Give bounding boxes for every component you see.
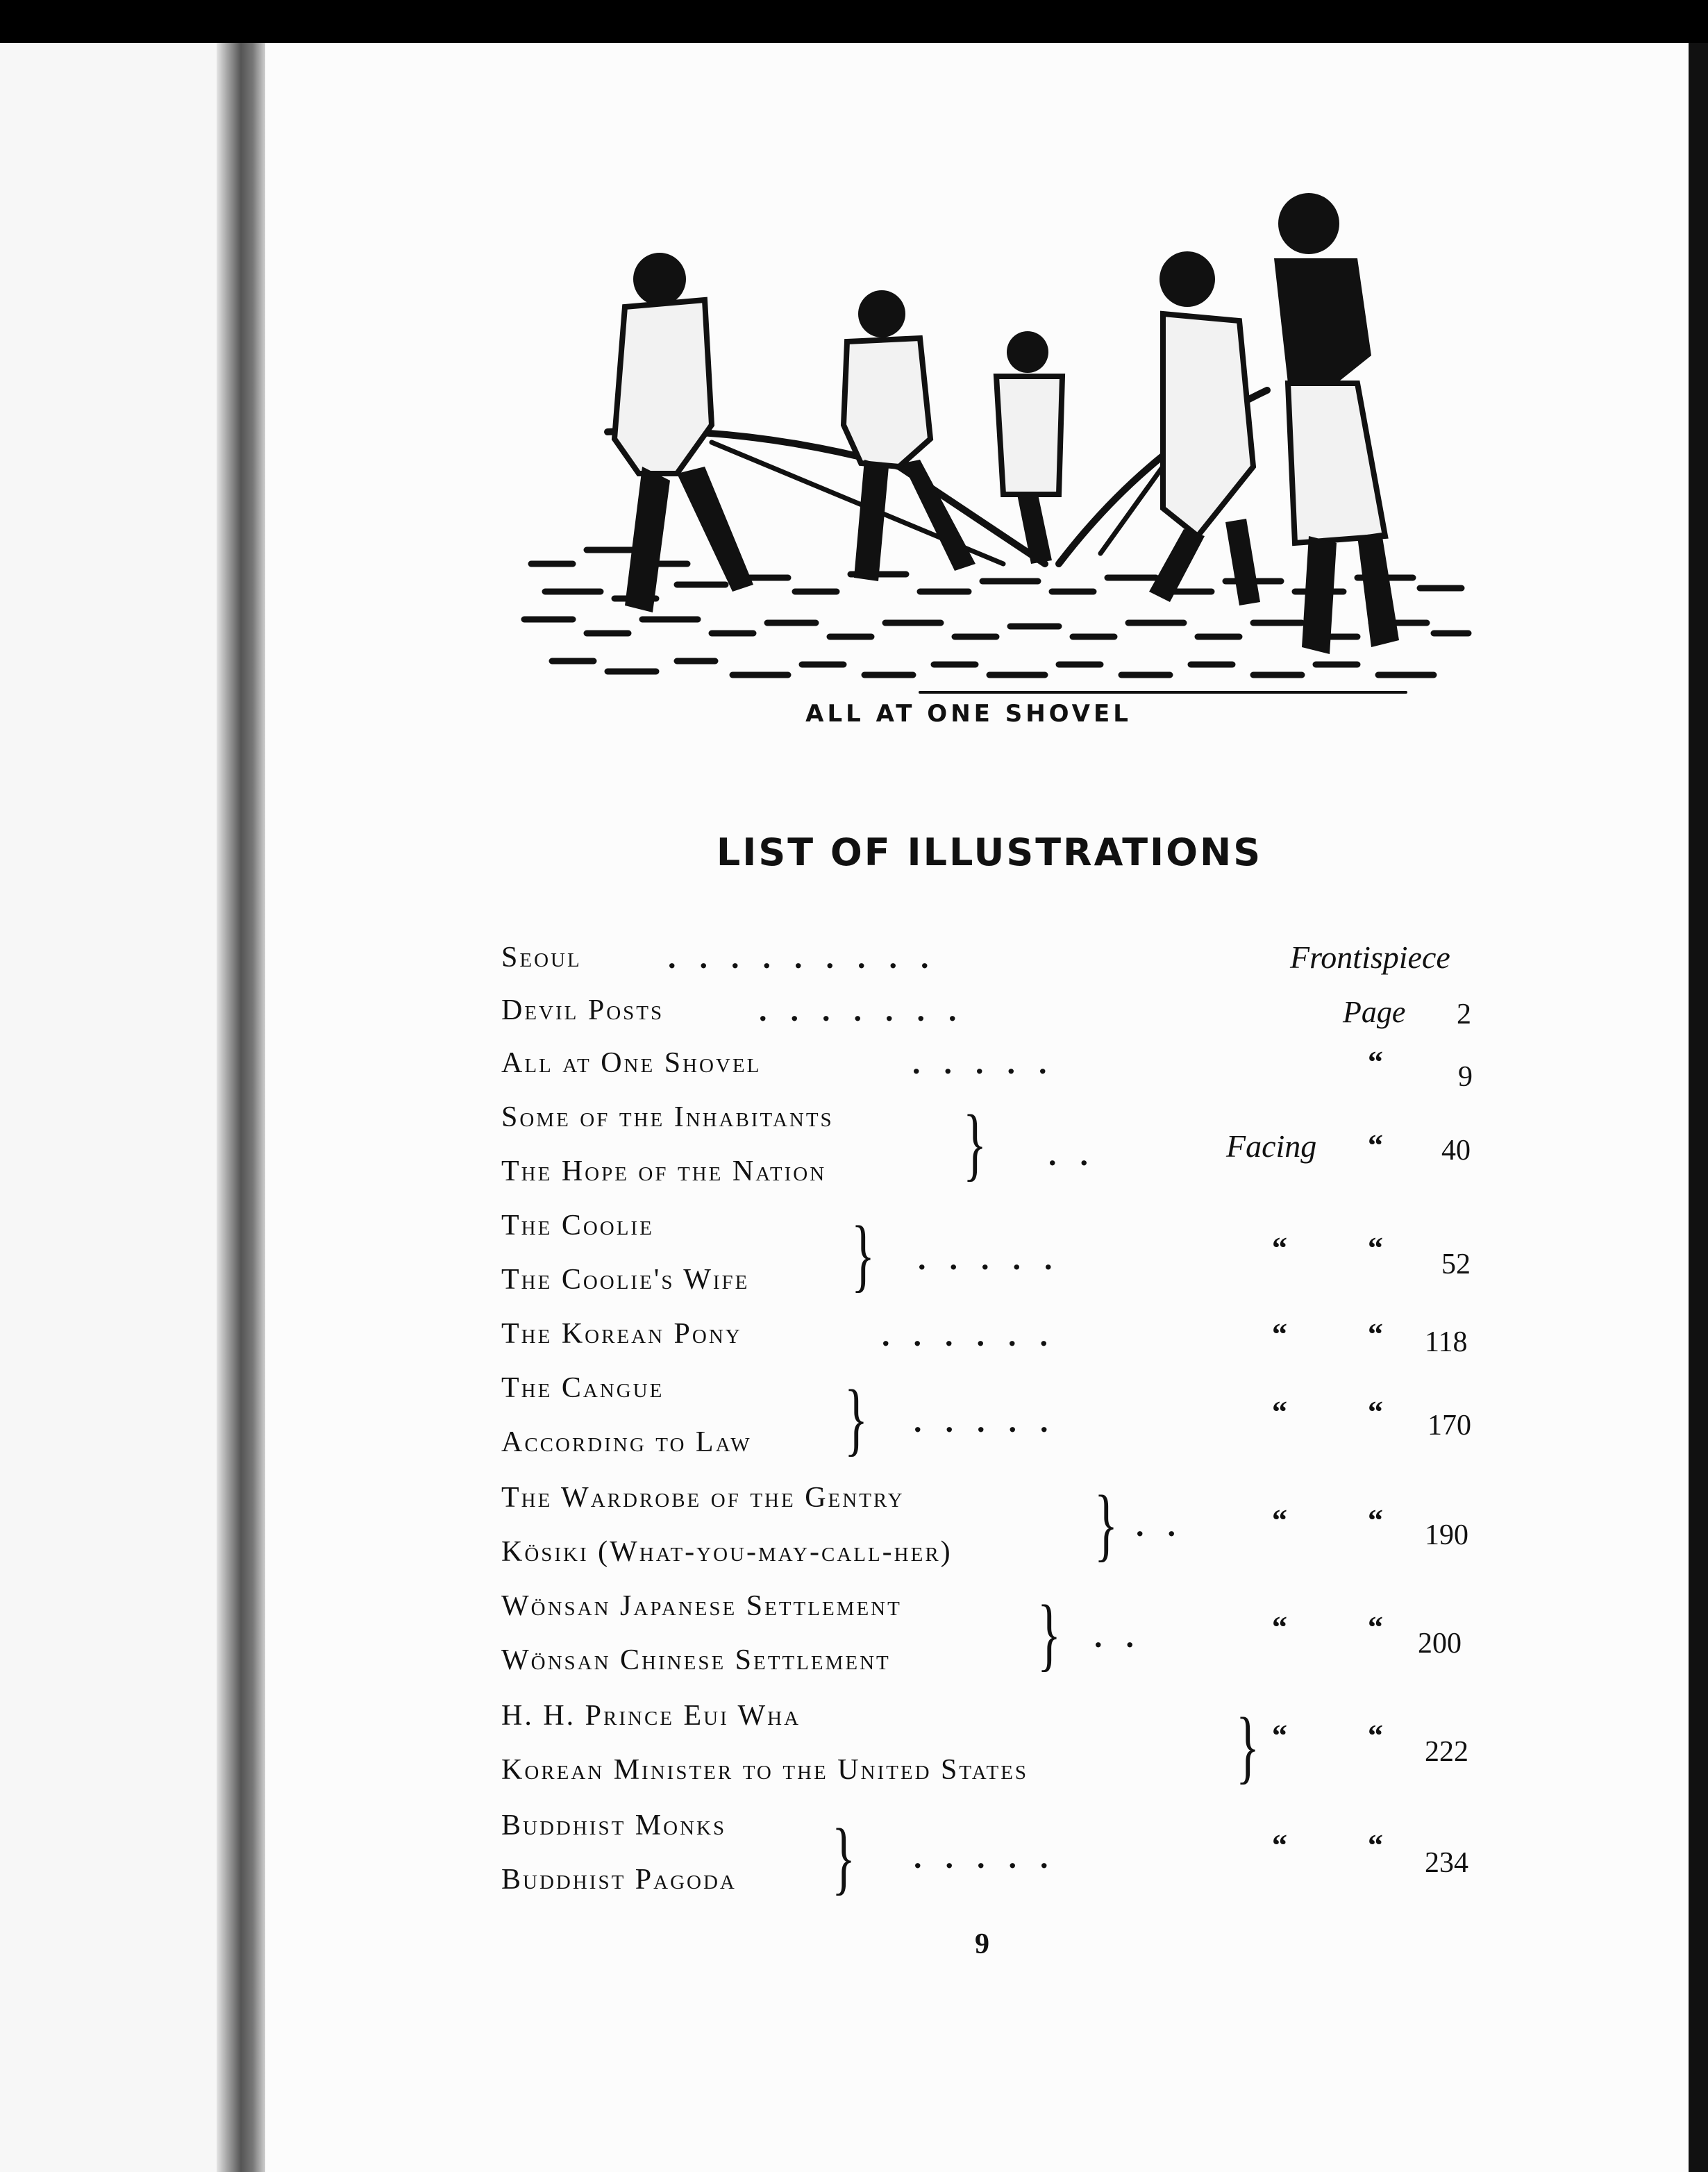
entry-page: 190 xyxy=(1425,1519,1468,1551)
laborers-shovel-illustration xyxy=(503,175,1482,703)
dot-leader: ..... xyxy=(914,1403,1072,1439)
dot-leader: ......... xyxy=(668,939,953,975)
entry-page: 52 xyxy=(1441,1248,1471,1280)
dot-leader: .. xyxy=(1048,1137,1112,1172)
ditto-mark: “ xyxy=(1368,1317,1383,1351)
ditto-mark: “ xyxy=(1272,1231,1287,1265)
dot-leader: .. xyxy=(1136,1507,1199,1543)
entry-title: Some of the Inhabitants xyxy=(501,1101,834,1133)
brace: } xyxy=(832,1812,855,1903)
ditto-mark: “ xyxy=(1368,1395,1383,1429)
brace: } xyxy=(1236,1701,1259,1791)
scan-border-right xyxy=(1689,43,1708,2172)
entry-title: Wönsan Japanese Settlement xyxy=(501,1590,902,1622)
entry-title: Buddhist Monks xyxy=(501,1810,727,1841)
ditto-mark: “ xyxy=(1368,1610,1383,1644)
page-number: 9 xyxy=(975,1928,989,1960)
entry-label: Frontispiece xyxy=(1290,939,1450,975)
brace: } xyxy=(963,1098,987,1189)
ditto-mark: “ xyxy=(1272,1395,1287,1429)
ditto-mark: “ xyxy=(1368,1828,1383,1862)
entry-title: Seoul xyxy=(501,942,582,974)
entry-title: The Korean Pony xyxy=(501,1318,742,1350)
illustration-caption: ALL AT ONE SHOVEL xyxy=(805,700,1132,728)
ditto-mark: “ xyxy=(1272,1317,1287,1351)
entry-title: According to Law xyxy=(501,1426,752,1458)
dot-leader: ..... xyxy=(914,1839,1072,1875)
ditto-mark: “ xyxy=(1272,1828,1287,1862)
ditto-mark: “ xyxy=(1272,1719,1287,1753)
ditto-mark: “ xyxy=(1368,1719,1383,1753)
brace: } xyxy=(1094,1478,1118,1569)
book-spine xyxy=(217,43,265,2172)
entry-page: 170 xyxy=(1427,1410,1471,1442)
entry-page: 222 xyxy=(1425,1736,1468,1768)
entry-page: 40 xyxy=(1441,1135,1471,1167)
page-title: LIST OF ILLUSTRATIONS xyxy=(716,830,1263,874)
left-page-blank xyxy=(0,43,218,2172)
entry-page: 2 xyxy=(1457,999,1471,1030)
entry-title: The Hope of the Nation xyxy=(501,1155,827,1187)
scan-border-top xyxy=(0,0,1708,43)
entry-title: The Wardrobe of the Gentry xyxy=(501,1482,905,1514)
ditto-mark: “ xyxy=(1272,1503,1287,1537)
entry-title: Devil Posts xyxy=(501,994,664,1026)
dot-leader: ....... xyxy=(759,992,980,1028)
entry-title: The Coolie xyxy=(501,1210,654,1242)
dot-leader: ...... xyxy=(882,1317,1071,1353)
ditto-mark: “ xyxy=(1272,1610,1287,1644)
ditto-mark: “ xyxy=(1368,1503,1383,1537)
entry-title: H. H. Prince Eui Wha xyxy=(501,1700,801,1732)
entry-page: 234 xyxy=(1425,1847,1468,1879)
brace: } xyxy=(851,1209,875,1300)
brace: } xyxy=(844,1373,868,1464)
entry-title: The Cangue xyxy=(501,1372,664,1404)
entry-title: All at One Shovel xyxy=(501,1047,762,1079)
entry-title: The Coolie's Wife xyxy=(501,1264,750,1296)
entry-page: 200 xyxy=(1418,1628,1462,1660)
dot-leader: ..... xyxy=(918,1241,1076,1276)
entry-title: Korean Minister to the United States xyxy=(501,1754,1029,1786)
ditto-mark: “ xyxy=(1368,1231,1383,1265)
dot-leader: .. xyxy=(1094,1619,1157,1654)
entry-page: 9 xyxy=(1458,1061,1473,1093)
entry-title: Kösiki (What-you-may-call-her) xyxy=(501,1536,953,1568)
entry-page: 118 xyxy=(1425,1326,1468,1358)
brace: } xyxy=(1037,1588,1061,1679)
entry-label: Facing xyxy=(1226,1128,1317,1164)
entry-title: Wönsan Chinese Settlement xyxy=(501,1644,891,1676)
entry-title: Buddhist Pagoda xyxy=(501,1864,737,1896)
dot-leader: ..... xyxy=(912,1045,1071,1080)
entry-label: Page xyxy=(1343,995,1406,1029)
ditto-mark: “ xyxy=(1368,1128,1383,1162)
ditto-mark: “ xyxy=(1368,1045,1383,1079)
